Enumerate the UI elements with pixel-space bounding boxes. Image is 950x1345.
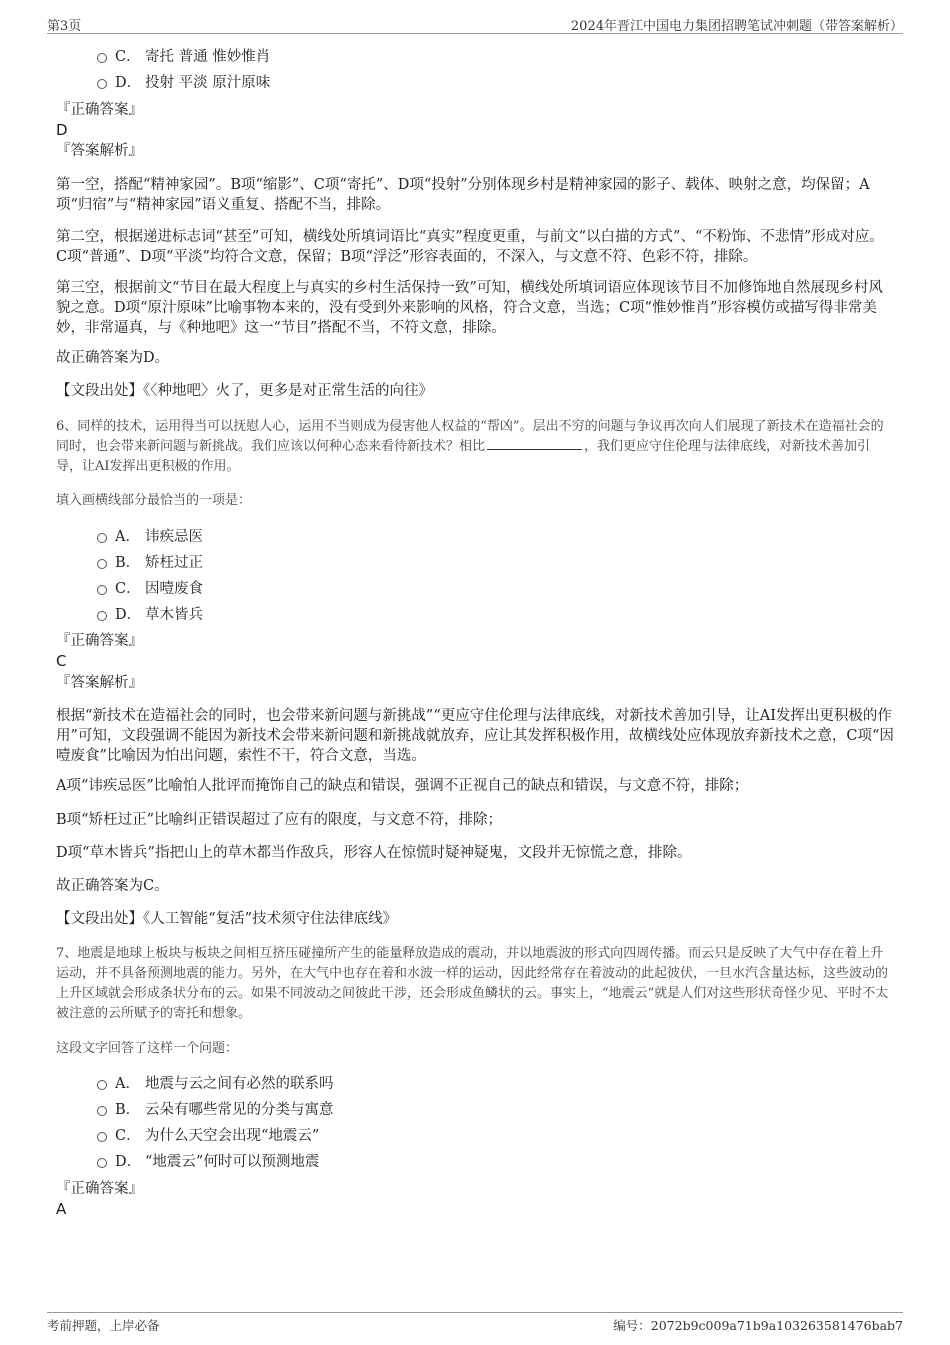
q5-analysis-para-2: 第二空，根据递进标志词“甚至”可知，横线处所填词语比“真实”程度更重，与前文“以白描的方式”、“不粉饰、不悲情”形成对应。C项“普通”、D项“平淡”均符合文意，保留；B项“浮泛”形容表面的，不深入，与文意不符、色彩不符，排除。 [56, 229, 884, 265]
q6-analysis-para-1: 根据“新技术在造福社会的同时，也会带来新问题与新挑战”“更应守住伦理与法律底线，对新技术善加引导，让AI发挥出更积极的作用”可知，文段强调不能因为新技术会带来新问题和新挑战就放弃，应让其发挥积极作用，故横线处应体现放弃新技术之意，C项“因噎废食”比喻因为怕出问题，索性不干，符合文意，当选。 [56, 708, 894, 764]
q6-correct-answer: C [56, 652, 67, 670]
q5-conclusion: 故正确答案为D。 [56, 350, 170, 366]
q7-option-d[interactable]: D． “地震云”何时可以预测地震 [97, 1152, 319, 1172]
radio-icon[interactable] [97, 1132, 107, 1142]
radio-icon[interactable] [97, 585, 107, 595]
document-id: 编号：2072b9c009a71b9a103263581476bab7 [613, 1318, 903, 1333]
q6-prompt: 填入画横线部分最恰当的一项是： [56, 493, 252, 508]
radio-icon[interactable] [97, 533, 107, 543]
q5-analysis-para-1: 第一空，搭配“精神家园”。B项“缩影”、C项“寄托”、D项“投射”分别体现乡村是精神家园的影子、载体、映射之意，均保留；A项“归宿”与“精神家园”语义重复、搭配不当，排除。 [56, 177, 870, 213]
q6-analysis-para-4: D项“草木皆兵”指把山上的草木都当作敌兵，形容人在惊慌时疑神疑鬼，文段并无惊慌之意，排除。 [56, 845, 692, 861]
q5-analysis-para-3: 第三空，根据前文“节目在最大程度上与真实的乡村生活保持一致”可知，横线处所填词语应体现该节目不加修饰地自然展现乡村风貌之意。D项“原汁原味”比喻事物本来的，没有受到外来影响的风格，符合文意，当选；C项“惟妙惟肖”形容模仿或描写得非常美妙，非常逼真，与《种地吧》这一“节目”搭配不当，不符文意，排除。 [56, 280, 883, 336]
q6-analysis-para-2: A项“讳疾忌医”比喻怕人批评而掩饰自己的缺点和错误，强调不正视自己的缺点和错误，与文意不符，排除； [56, 778, 749, 794]
q6-option-b[interactable]: B． 矫枉过正 [97, 553, 203, 573]
radio-icon[interactable] [97, 79, 107, 89]
q7-option-c[interactable]: C． 为什么天空会出现“地震云” [97, 1126, 319, 1146]
q6-option-c[interactable]: C． 因噎废食 [97, 579, 203, 599]
page-number: 第3页 [47, 19, 82, 34]
q5-correct-label: 『正确答案』 [56, 102, 143, 118]
q7-correct-answer: A [56, 1200, 67, 1218]
q7-question-text: 7、地震是地球上板块与板块之间相互挤压碰撞所产生的能量释放造成的震动，并以地震波的形式向四周传播。而云只是反映了大气中存在着上升运动，并不具备预测地震的能力。另外，在大气中也存在着和水波一样的运动，因此经常存在着波动的此起彼伏，一旦水汽含量达标，这些波动的上升区域就会形成条状分布的云。如果不同波动之间彼此干涉，还会形成鱼鳞状的云。事实上，“地震云”就是人们对这些形状奇怪少见、平时不太被注意的云所赋予的寄托和想象。 [56, 946, 889, 1021]
q6-question-text: 6、同样的技术，运用得当可以抚慰人心，运用不当则成为侵害他人权益的“帮凶”。层出不穷的问题与争议再次向人们展现了新技术在造福社会的同时，也会带来新问题与新挑战。我们应该以何种心态来看待新技术？相比 ，我们更应守住伦理与法律底线，对新技术善加引导，让AI发挥出更积极的作用。 [56, 419, 884, 474]
fill-blank [487, 437, 582, 450]
q6-analysis-para-3: B项“矫枉过正”比喻纠正错误超过了应有的限度，与文意不符，排除； [56, 812, 502, 828]
q7-correct-label: 『正确答案』 [56, 1181, 143, 1197]
page-footer [47, 1312, 903, 1337]
radio-icon[interactable] [97, 611, 107, 621]
q5-analysis-label: 『答案解析』 [56, 143, 143, 159]
q5-option-c[interactable]: C． 寄托 普通 惟妙惟肖 [97, 47, 270, 67]
q5-option-d[interactable]: D． 投射 平淡 原汁原味 [97, 73, 270, 93]
radio-icon[interactable] [97, 1158, 107, 1168]
q5-correct-answer: D [56, 121, 68, 139]
q6-option-a[interactable]: A． 讳疾忌医 [97, 527, 203, 547]
footer-slogan: 考前押题，上岸必备 [47, 1318, 160, 1333]
q6-correct-label: 『正确答案』 [56, 633, 143, 649]
document-title: 2024年晋江中国电力集团招聘笔试冲刺题（带答案解析） [570, 19, 903, 34]
q6-option-d[interactable]: D． 草木皆兵 [97, 605, 203, 625]
q7-option-a[interactable]: A． 地震与云之间有必然的联系吗 [97, 1074, 334, 1094]
radio-icon[interactable] [97, 1106, 107, 1116]
q7-option-b[interactable]: B． 云朵有哪些常见的分类与寓意 [97, 1100, 334, 1120]
q5-source: 【文段出处】《〈种地吧〉火了，更多是对正常生活的向往》 [56, 383, 433, 399]
q7-prompt: 这段文字回答了这样一个问题： [56, 1041, 239, 1056]
q6-conclusion: 故正确答案为C。 [56, 878, 169, 894]
radio-icon[interactable] [97, 1080, 107, 1090]
radio-icon[interactable] [97, 53, 107, 63]
page-header [47, 13, 903, 34]
q6-source: 【文段出处】《人工智能“复活”技术须守住法律底线》 [56, 911, 398, 927]
q6-analysis-label: 『答案解析』 [56, 675, 143, 691]
radio-icon[interactable] [97, 559, 107, 569]
